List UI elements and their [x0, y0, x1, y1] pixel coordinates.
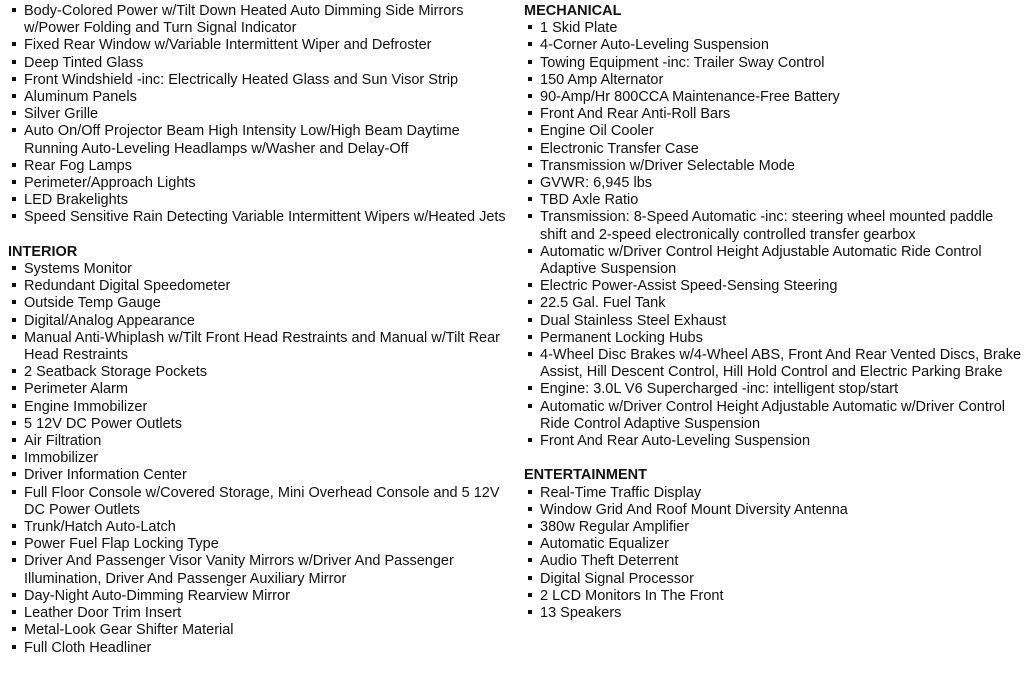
list-item [8, 622, 513, 639]
bullet-icon [12, 214, 16, 218]
list-item-text: 150 Amp Alternator [540, 71, 664, 88]
list-item-text: 2 Seatback Storage Pockets [24, 364, 207, 381]
list-item-text: Transmission: 8-Speed Automatic -inc: steering wheel mounted paddle shift and 2-speed electronically controlled transfer gearbox [540, 209, 994, 243]
list-item [524, 175, 1022, 192]
bullet-icon [12, 421, 16, 425]
bullet-icon [12, 438, 16, 442]
list-item-text: Driver Information Center [24, 467, 187, 484]
list-item [8, 467, 513, 484]
list-item-text: Digital Signal Processor [540, 570, 694, 587]
list-item-text: Full Cloth Headliner [24, 639, 152, 656]
bullet-icon [12, 8, 16, 12]
list-item-text: Air Filtration [24, 433, 102, 450]
bullet-icon [528, 558, 532, 562]
bullet-icon [528, 163, 532, 167]
list-item-text: Automatic w/Driver Control Height Adjustable Automatic Ride Control Adaptive Suspension [540, 243, 982, 278]
list-item [524, 55, 1022, 72]
bullet-icon [528, 335, 532, 339]
bullet-icon [12, 60, 16, 64]
list-item [8, 192, 513, 209]
list-item-text: Dual Stainless Steel Exhaust [540, 312, 727, 329]
exterior-list [8, 3, 513, 227]
list-item-text: Outside Temp Gauge [24, 295, 161, 312]
entertainment-heading: ENTERTAINMENT [524, 467, 647, 484]
bullet-icon [12, 77, 16, 81]
list-item [8, 605, 513, 622]
list-item-text: Engine Immobilizer [24, 398, 148, 415]
bullet-icon [528, 404, 532, 408]
bullet-icon [528, 128, 532, 132]
list-item-text: Leather Door Trim Insert [24, 605, 182, 622]
bullet-icon [528, 610, 532, 614]
list-item-text: Immobilizer [24, 450, 99, 467]
section-gap [8, 227, 513, 244]
list-item [8, 278, 513, 295]
bullet-icon [528, 541, 532, 545]
list-item-text: Engine Oil Cooler [540, 123, 654, 140]
list-item [524, 244, 1022, 278]
bullet-icon [12, 111, 16, 115]
list-item-text: Towing Equipment -inc: Trailer Sway Control [540, 54, 825, 71]
bullet-icon [12, 645, 16, 649]
list-item [8, 37, 513, 54]
mechanical-section [524, 3, 1022, 450]
bullet-icon [528, 60, 532, 64]
list-item-text: Driver And Passenger Visor Vanity Mirrors w/Driver And Passenger Illumination, Driver And Passenger Auxiliary Mirror [24, 553, 454, 587]
list-item [524, 192, 1022, 209]
bullet-icon [12, 558, 16, 562]
list-item [524, 381, 1022, 398]
list-item [8, 450, 513, 467]
list-item-text: Electric Power-Assist Speed-Sensing Steering [540, 278, 838, 295]
bullet-icon [528, 25, 532, 29]
list-item [8, 381, 513, 398]
bullet-icon [528, 524, 532, 528]
list-item [524, 588, 1022, 605]
list-item-text: Metal-Look Gear Shifter Material [24, 622, 234, 639]
list-item [524, 519, 1022, 536]
list-item-text: TBD Axle Ratio [540, 192, 639, 209]
list-item-text: Audio Theft Deterrent [540, 553, 679, 570]
list-item-text: GVWR: 6,945 lbs [540, 175, 653, 192]
list-item-text: Permanent Locking Hubs [540, 329, 703, 346]
list-item [8, 536, 513, 553]
bullet-icon [12, 593, 16, 597]
bullet-icon [528, 507, 532, 511]
list-item-text: Day-Night Auto-Dimming Rearview Mirror [24, 587, 290, 604]
list-item [524, 313, 1022, 330]
list-item-text: 1 Skid Plate [540, 20, 618, 37]
mechanical-heading: MECHANICAL [524, 3, 622, 19]
list-item-text: 2 LCD Monitors In The Front [540, 587, 724, 604]
list-item-text: 22.5 Gal. Fuel Tank [540, 295, 666, 312]
list-item [524, 433, 1022, 450]
list-item [8, 588, 513, 605]
list-item [8, 416, 513, 433]
bullet-icon [12, 610, 16, 614]
bullet-icon [12, 627, 16, 631]
list-item-text: Power Fuel Flap Locking Type [24, 536, 219, 553]
right-column [524, 3, 1022, 622]
bullet-icon [528, 197, 532, 201]
interior-list [8, 261, 513, 657]
list-item-text: Body-Colored Power w/Tilt Down Heated Auto Dimming Side Mirrors w/Power Folding and Turn Signal Indicator [24, 3, 464, 37]
bullet-icon [12, 455, 16, 459]
bullet-icon [12, 266, 16, 270]
list-item-text: Manual Anti-Whiplash w/Tilt Front Head Restraints and Manual w/Tilt Rear Head Restraints [24, 329, 501, 364]
interior-section [8, 244, 513, 657]
list-item-text: Redundant Digital Speedometer [24, 278, 231, 295]
bullet-icon [528, 438, 532, 442]
bullet-icon [12, 386, 16, 390]
list-item [8, 123, 513, 157]
list-item [524, 502, 1022, 519]
left-column [8, 3, 513, 657]
list-item-text: Deep Tinted Glass [24, 54, 144, 71]
list-item [8, 72, 513, 89]
list-item-text: Front Windshield -inc: Electrically Heated Glass and Sun Visor Strip [24, 71, 459, 88]
list-item [524, 295, 1022, 312]
section-gap [524, 450, 1022, 467]
bullet-icon [528, 214, 532, 218]
list-item [524, 536, 1022, 553]
exterior-section [8, 3, 513, 227]
list-item [8, 519, 513, 536]
bullet-icon [528, 576, 532, 580]
list-item [8, 158, 513, 175]
list-item [524, 89, 1022, 106]
list-item [8, 261, 513, 278]
list-item [524, 209, 1022, 243]
list-item-text: Digital/Analog Appearance [24, 312, 195, 329]
list-item-text: Silver Grille [24, 106, 99, 123]
bullet-icon [12, 42, 16, 46]
list-item [524, 347, 1022, 381]
list-item [524, 278, 1022, 295]
list-item-text: Perimeter Alarm [24, 381, 128, 398]
entertainment-list [524, 485, 1022, 623]
list-item-text: 5 12V DC Power Outlets [24, 415, 182, 432]
list-item [524, 158, 1022, 175]
bullet-icon [528, 77, 532, 81]
bullet-icon [12, 318, 16, 322]
list-item-text: 13 Speakers [540, 605, 622, 622]
bullet-icon [12, 128, 16, 132]
bullet-icon [528, 111, 532, 115]
list-item [524, 330, 1022, 347]
list-item-text: Window Grid And Roof Mount Diversity Antenna [540, 501, 848, 518]
bullet-icon [528, 249, 532, 253]
interior-heading: INTERIOR [8, 243, 78, 260]
list-item [8, 364, 513, 381]
bullet-icon [528, 180, 532, 184]
list-item [524, 123, 1022, 140]
list-item [524, 37, 1022, 54]
bullet-icon [12, 300, 16, 304]
list-item-text: Full Floor Console w/Covered Storage, Mini Overhead Console and 5 12V DC Power Outlets [24, 484, 500, 518]
list-item-text: Auto On/Off Projector Beam High Intensity Low/High Beam Daytime Running Auto-Leveling Headlamps w/Washer and Delay-Off [24, 123, 460, 157]
bullet-icon [528, 490, 532, 494]
bullet-icon [528, 283, 532, 287]
bullet-icon [12, 541, 16, 545]
list-item [8, 433, 513, 450]
list-item [8, 89, 513, 106]
list-item [524, 485, 1022, 502]
list-item-text: LED Brakelights [24, 192, 128, 209]
mechanical-list [524, 20, 1022, 450]
list-item-text: Electronic Transfer Case [540, 140, 699, 157]
bullet-icon [12, 197, 16, 201]
list-item-text: 380w Regular Amplifier [540, 519, 690, 536]
list-item-text: Front And Rear Auto-Leveling Suspension [540, 433, 811, 450]
list-item-text: Fixed Rear Window w/Variable Intermittent Wiper and Defroster [24, 37, 432, 54]
bullet-icon [528, 42, 532, 46]
bullet-icon [12, 369, 16, 373]
list-item [524, 106, 1022, 123]
list-item [524, 72, 1022, 89]
bullet-icon [528, 352, 532, 356]
list-item [8, 330, 513, 364]
list-item-text: Trunk/Hatch Auto-Latch [24, 519, 176, 536]
list-item-text: 4-Wheel Disc Brakes w/4-Wheel ABS, Front And Rear Vented Discs, Brake Assist, Hill Descent Control, Hill Hold Control and Electric Parking Brake [540, 347, 1022, 381]
list-item-text: Rear Fog Lamps [24, 157, 132, 174]
bullet-icon [528, 386, 532, 390]
list-item [524, 553, 1022, 570]
list-item [524, 20, 1022, 37]
list-item-text: Transmission w/Driver Selectable Mode [540, 157, 795, 174]
list-item [524, 141, 1022, 158]
list-item-text: Aluminum Panels [24, 89, 137, 106]
list-item [8, 55, 513, 72]
list-item-text: Automatic w/Driver Control Height Adjustable Automatic w/Driver Control Ride Control Adaptive Suspension [540, 398, 1005, 432]
list-item [8, 209, 513, 226]
list-item-text: Real-Time Traffic Display [540, 484, 702, 501]
list-item [524, 571, 1022, 588]
bullet-icon [12, 524, 16, 528]
list-item [8, 3, 513, 37]
list-item [8, 295, 513, 312]
list-item [8, 553, 513, 587]
list-item [8, 399, 513, 416]
entertainment-section [524, 467, 1022, 622]
bullet-icon [12, 94, 16, 98]
bullet-icon [528, 300, 532, 304]
list-item-text: 4-Corner Auto-Leveling Suspension [540, 37, 769, 54]
bullet-icon [12, 180, 16, 184]
list-item [8, 640, 513, 657]
list-item-text: Front And Rear Anti-Roll Bars [540, 106, 731, 123]
bullet-icon [528, 146, 532, 150]
bullet-icon [528, 318, 532, 322]
list-item [524, 399, 1022, 433]
list-item-text: Engine: 3.0L V6 Supercharged -inc: intelligent stop/start [540, 381, 899, 398]
list-item-text: Systems Monitor [24, 261, 132, 278]
list-item-text: Perimeter/Approach Lights [24, 175, 196, 192]
list-item [8, 175, 513, 192]
bullet-icon [528, 94, 532, 98]
bullet-icon [12, 335, 16, 339]
bullet-icon [12, 472, 16, 476]
list-item [524, 605, 1022, 622]
list-item [8, 106, 513, 123]
bullet-icon [12, 404, 16, 408]
bullet-icon [528, 593, 532, 597]
list-item-text: Speed Sensitive Rain Detecting Variable Intermittent Wipers w/Heated Jets [24, 209, 506, 226]
list-item [8, 485, 513, 519]
list-item [8, 313, 513, 330]
list-item-text: Automatic Equalizer [540, 536, 669, 553]
bullet-icon [12, 163, 16, 167]
bullet-icon [12, 283, 16, 287]
bullet-icon [12, 490, 16, 494]
list-item-text: 90-Amp/Hr 800CCA Maintenance-Free Battery [540, 89, 840, 106]
